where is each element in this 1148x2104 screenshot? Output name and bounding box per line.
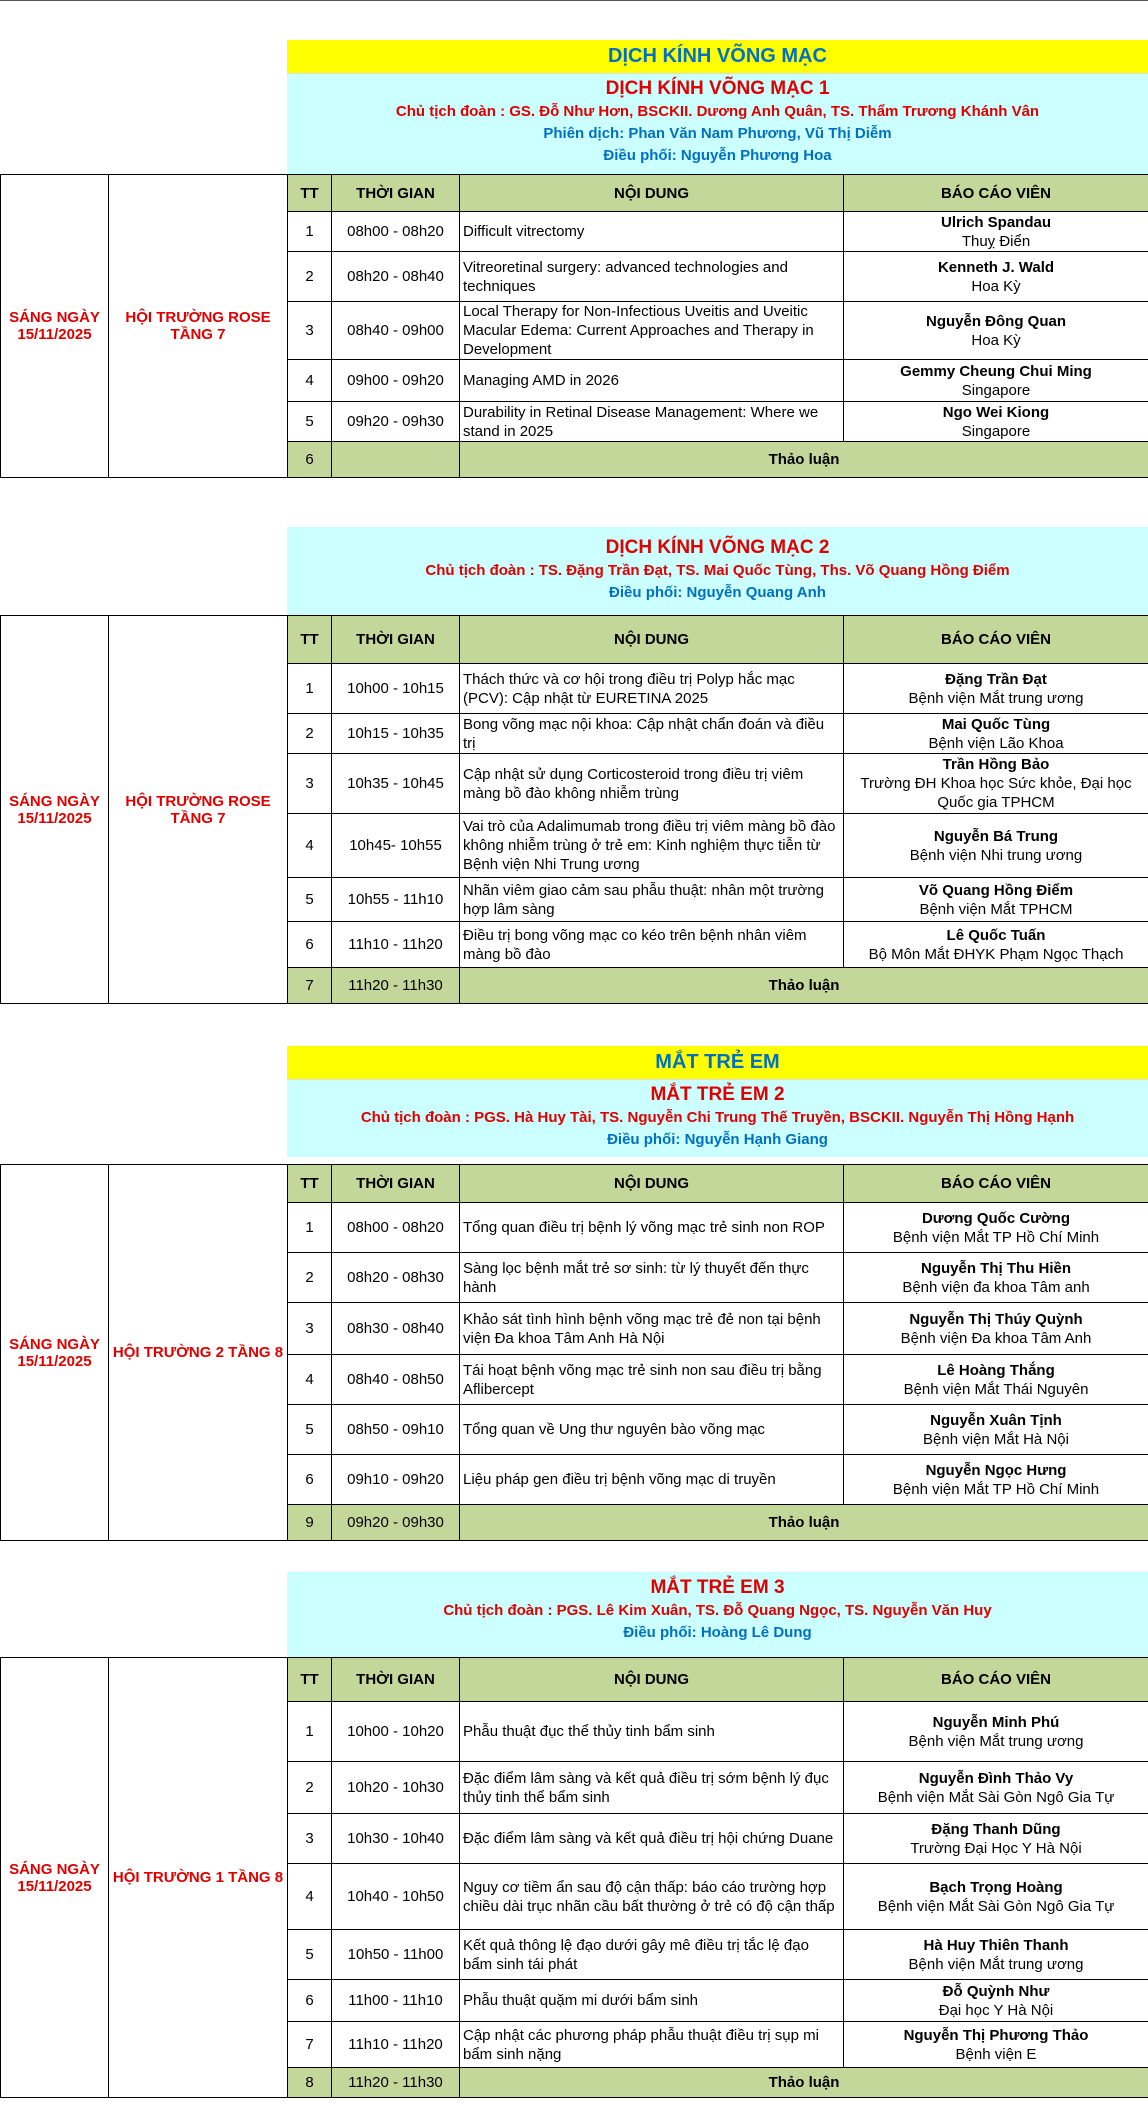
row-number: 8 — [288, 2068, 332, 2098]
speaker-name: Lê Hoàng Thắng — [937, 1361, 1055, 1379]
speaker-affiliation: Trường Đại Học Y Hà Nội — [910, 1839, 1082, 1857]
row-number: 2 — [288, 252, 332, 302]
speaker-name: Nguyễn Bá Trung — [933, 827, 1059, 845]
top-divider — [0, 0, 1148, 1]
row-speaker — [844, 754, 1148, 814]
speaker-name: Lê Quốc Tuấn — [946, 926, 1046, 944]
row-speaker — [844, 1405, 1148, 1455]
speaker-affiliation: Bệnh viện đa khoa Tâm anh — [902, 1278, 1090, 1296]
speaker-affiliation: Bộ Môn Mắt ĐHYK Phạm Ngọc Thạch — [868, 945, 1124, 963]
discussion-label: Thảo luận — [460, 968, 1148, 1004]
row-time: 10h40 - 10h50 — [332, 1864, 460, 1930]
chair-text: Chủ tịch đoàn : TS. Đặng Trần Đạt, TS. Mai Quốc Tùng, Ths. Võ Quang Hồng Điểm — [425, 562, 1010, 579]
row-topic: Local Therapy for Non-Infectious Uveitis and Uveitic Macular Edema: Current Approaches and Therapy in Development — [460, 302, 844, 360]
column-header-speaker: BÁO CÁO VIÊN — [844, 1165, 1148, 1203]
speaker-affiliation: Bệnh viện Đa khoa Tâm Anh — [900, 1329, 1092, 1347]
session-room: HỘI TRƯỜNG 1 TẦNG 8 — [109, 1658, 288, 2098]
column-header-tt: TT — [288, 1658, 332, 1702]
row-topic: Liệu pháp gen điều trị bệnh võng mạc di truyền — [460, 1455, 844, 1505]
column-header-speaker: BÁO CÁO VIÊN — [844, 175, 1148, 212]
row-time — [332, 442, 460, 478]
row-speaker — [844, 2022, 1148, 2068]
speaker-name: Nguyễn Thị Thu Hiền — [921, 1259, 1071, 1277]
speaker-name: Ngo Wei Kiong — [942, 403, 1050, 421]
row-speaker — [844, 302, 1148, 360]
row-time: 08h40 - 08h50 — [332, 1355, 460, 1405]
row-number: 1 — [288, 1702, 332, 1762]
session-title-band — [287, 527, 1148, 621]
row-topic: Managing AMD in 2026 — [460, 360, 844, 402]
row-speaker — [844, 878, 1148, 922]
row-time: 10h20 - 10h30 — [332, 1762, 460, 1814]
coordinator-text: Điều phối: Nguyễn Hạnh Giang — [607, 1131, 828, 1148]
column-header-content: NỘI DUNG — [460, 616, 844, 664]
row-topic: Tái hoạt bệnh võng mạc trẻ sinh non sau điều trị bằng Aflibercept — [460, 1355, 844, 1405]
row-topic: Thách thức và cơ hội trong điều trị Polyp hắc mạc (PCV): Cập nhật từ EURETINA 2025 — [460, 664, 844, 714]
schedule-table — [0, 615, 1148, 1004]
speaker-affiliation: Bệnh viện Mắt Sài Gòn Ngô Gia Tự — [877, 1788, 1115, 1806]
column-header-speaker: BÁO CÁO VIÊN — [844, 616, 1148, 664]
session-date: SÁNG NGÀY 15/11/2025 — [1, 1165, 109, 1541]
session-header — [287, 1046, 1148, 1157]
row-time: 08h20 - 08h30 — [332, 1253, 460, 1303]
row-time: 10h30 - 10h40 — [332, 1814, 460, 1864]
column-header-time: THỜI GIAN — [332, 616, 460, 664]
interpreter-text: Phiên dịch: Phan Văn Nam Phương, Vũ Thị Diễm — [543, 125, 892, 142]
session-title: DỊCH KÍNH VÕNG MẠC 2 — [605, 537, 830, 558]
speaker-name: Mai Quốc Tùng — [941, 715, 1051, 733]
column-header-content: NỘI DUNG — [460, 175, 844, 212]
column-header-time: THỜI GIAN — [332, 175, 460, 212]
row-number: 5 — [288, 402, 332, 442]
speaker-affiliation: Hoa Kỳ — [971, 277, 1021, 295]
speaker-name: Đặng Thanh Dũng — [931, 1820, 1061, 1838]
row-topic: Cập nhật các phương pháp phẫu thuật điều trị sụp mi bẩm sinh nặng — [460, 2022, 844, 2068]
speaker-affiliation: Bệnh viện Lão Khoa — [928, 734, 1064, 752]
table-header-row — [1, 175, 1148, 212]
session-room: HỘI TRƯỜNG ROSE TẦNG 7 — [109, 616, 288, 1004]
speaker-name: Nguyễn Ngọc Hưng — [925, 1461, 1067, 1479]
row-number: 1 — [288, 212, 332, 252]
coordinator-text: Điều phối: Nguyễn Quang Anh — [609, 584, 826, 601]
speaker-affiliation: Bệnh viện Mắt trung ương — [908, 1955, 1084, 1973]
row-speaker — [844, 1455, 1148, 1505]
speaker-affiliation: Trường ĐH Khoa học Sức khỏe, Đại học Quốc gia TPHCM — [860, 775, 1132, 811]
chair-text: Chủ tịch đoàn : PGS. Hà Huy Tài, TS. Nguyễn Chi Trung Thế Truyền, BSCKII. Nguyễn Thị Hồng Hạnh — [360, 1109, 1075, 1126]
discussion-label: Thảo luận — [460, 442, 1148, 478]
row-time: 11h10 - 11h20 — [332, 2022, 460, 2068]
row-topic: Difficult vitrectomy — [460, 212, 844, 252]
speaker-name: Đặng Trần Đạt — [945, 670, 1047, 688]
session-title: DỊCH KÍNH VÕNG MẠC 1 — [605, 78, 830, 99]
row-number: 5 — [288, 878, 332, 922]
row-number: 3 — [288, 754, 332, 814]
speaker-affiliation: Thuỵ Điển — [961, 232, 1031, 250]
row-topic: Điều trị bong võng mạc co kéo trên bệnh nhân viêm màng bồ đào — [460, 922, 844, 968]
speaker-affiliation: Bệnh viện Mắt Sài Gòn Ngô Gia Tự — [877, 1897, 1115, 1915]
speaker-name: Dương Quốc Cường — [921, 1209, 1071, 1227]
row-speaker — [844, 1253, 1148, 1303]
row-speaker — [844, 1355, 1148, 1405]
column-header-content: NỘI DUNG — [460, 1165, 844, 1203]
track-title: DỊCH KÍNH VÕNG MẠC — [287, 40, 1148, 74]
speaker-affiliation: Bệnh viện Mắt TPHCM — [919, 900, 1073, 918]
table-header-row — [1, 1165, 1148, 1203]
session-header — [287, 527, 1148, 621]
row-number: 6 — [288, 1455, 332, 1505]
row-topic: Bong võng mạc nội khoa: Cập nhật chẩn đoán và điều trị — [460, 714, 844, 754]
row-speaker — [844, 402, 1148, 442]
speaker-affiliation: Bệnh viện Nhi trung ương — [909, 846, 1083, 864]
row-speaker — [844, 1980, 1148, 2022]
row-time: 08h20 - 08h40 — [332, 252, 460, 302]
row-number: 2 — [288, 1762, 332, 1814]
row-time: 09h10 - 09h20 — [332, 1455, 460, 1505]
row-topic: Sàng lọc bệnh mắt trẻ sơ sinh: từ lý thuyết đến thực hành — [460, 1253, 844, 1303]
row-topic: Vitreoretinal surgery: advanced technologies and techniques — [460, 252, 844, 302]
speaker-name: Nguyễn Xuân Tịnh — [930, 1411, 1062, 1429]
row-time: 10h15 - 10h35 — [332, 714, 460, 754]
row-number: 4 — [288, 1864, 332, 1930]
row-topic: Phẫu thuật đục thể thủy tinh bẩm sinh — [460, 1702, 844, 1762]
session-title: MẮT TRẺ EM 2 — [650, 1084, 785, 1105]
row-topic: Durability in Retinal Disease Management: Where we stand in 2025 — [460, 402, 844, 442]
column-header-tt: TT — [288, 616, 332, 664]
column-header-tt: TT — [288, 1165, 332, 1203]
row-time: 08h30 - 08h40 — [332, 1303, 460, 1355]
row-speaker — [844, 1762, 1148, 1814]
speaker-affiliation: Bệnh viện Mắt trung ương — [908, 689, 1084, 707]
row-time: 09h20 - 09h30 — [332, 1505, 460, 1541]
row-time: 11h20 - 11h30 — [332, 968, 460, 1004]
row-time: 08h00 - 08h20 — [332, 212, 460, 252]
row-time: 08h50 - 09h10 — [332, 1405, 460, 1455]
row-topic: Đặc điểm lâm sàng và kết quả điều trị hội chứng Duane — [460, 1814, 844, 1864]
speaker-affiliation: Bệnh viện Mắt Thái Nguyên — [903, 1380, 1089, 1398]
table-header-row — [1, 1658, 1148, 1702]
chair-text: Chủ tịch đoàn : PGS. Lê Kim Xuân, TS. Đỗ Quang Ngọc, TS. Nguyễn Văn Huy — [443, 1602, 992, 1619]
row-speaker — [844, 1864, 1148, 1930]
row-topic: Cập nhật sử dụng Corticosteroid trong điều trị viêm màng bồ đào không nhiễm trùng — [460, 754, 844, 814]
schedule-table — [0, 1164, 1148, 1541]
row-speaker — [844, 1303, 1148, 1355]
column-header-content: NỘI DUNG — [460, 1658, 844, 1702]
column-header-time: THỜI GIAN — [332, 1165, 460, 1203]
speaker-name: Nguyễn Thị Phương Thảo — [903, 2026, 1089, 2044]
session-title-band — [287, 1080, 1148, 1157]
discussion-label: Thảo luận — [460, 2068, 1148, 2098]
row-number: 5 — [288, 1405, 332, 1455]
column-header-time: THỜI GIAN — [332, 1658, 460, 1702]
schedule-table — [0, 174, 1148, 478]
row-number: 4 — [288, 1355, 332, 1405]
row-number: 4 — [288, 360, 332, 402]
row-time: 10h00 - 10h20 — [332, 1702, 460, 1762]
session-date: SÁNG NGÀY 15/11/2025 — [1, 616, 109, 1004]
row-topic: Tổng quan về Ung thư nguyên bào võng mạc — [460, 1405, 844, 1455]
row-time: 08h00 - 08h20 — [332, 1203, 460, 1253]
speaker-name: Gemmy Cheung Chui Ming — [900, 362, 1092, 380]
row-time: 10h45- 10h55 — [332, 814, 460, 878]
row-topic: Đặc điểm lâm sàng và kết quả điều trị sớm bệnh lý đục thủy tinh thể bẩm sinh — [460, 1762, 844, 1814]
speaker-affiliation: Đại học Y Hà Nội — [938, 2001, 1054, 2019]
row-speaker — [844, 714, 1148, 754]
row-topic: Tổng quan điều trị bệnh lý võng mạc trẻ sinh non ROP — [460, 1203, 844, 1253]
row-number: 3 — [288, 302, 332, 360]
row-speaker — [844, 1203, 1148, 1253]
row-number: 4 — [288, 814, 332, 878]
speaker-name: Nguyễn Đình Thảo Vy — [918, 1769, 1074, 1787]
chair-text: Chủ tịch đoàn : GS. Đỗ Như Hơn, BSCKII. Dương Anh Quân, TS. Thẩm Trương Khánh Vân — [395, 103, 1040, 120]
row-speaker — [844, 922, 1148, 968]
row-time: 10h50 - 11h00 — [332, 1930, 460, 1980]
speaker-name: Võ Quang Hồng Điểm — [918, 881, 1074, 899]
row-topic: Vai trò của Adalimumab trong điều trị viêm màng bồ đào không nhiễm trùng ở trẻ em: Kinh nghiệm thực tiễn từ Bệnh viện Nhi Trung ương — [460, 814, 844, 878]
schedule-table — [0, 1657, 1148, 2098]
row-number: 3 — [288, 1814, 332, 1864]
session-title-band — [287, 1572, 1148, 1657]
row-topic: Nhãn viêm giao cảm sau phẫu thuật: nhân một trường hợp lâm sàng — [460, 878, 844, 922]
discussion-label: Thảo luận — [460, 1505, 1148, 1541]
row-number: 7 — [288, 2022, 332, 2068]
speaker-affiliation: Hoa Kỳ — [971, 331, 1021, 349]
column-header-speaker: BÁO CÁO VIÊN — [844, 1658, 1148, 1702]
row-number: 6 — [288, 442, 332, 478]
row-time: 08h40 - 09h00 — [332, 302, 460, 360]
session-room: HỘI TRƯỜNG 2 TẦNG 8 — [109, 1165, 288, 1541]
row-speaker — [844, 814, 1148, 878]
row-speaker — [844, 1702, 1148, 1762]
row-speaker — [844, 360, 1148, 402]
session-title: MẮT TRẺ EM 3 — [650, 1577, 785, 1598]
coordinator-text: Điều phối: Nguyễn Phương Hoa — [603, 147, 832, 164]
speaker-name: Trần Hồng Bảo — [942, 756, 1050, 773]
row-time: 09h00 - 09h20 — [332, 360, 460, 402]
row-number: 2 — [288, 714, 332, 754]
column-header-tt: TT — [288, 175, 332, 212]
coordinator-text: Điều phối: Hoàng Lê Dung — [623, 1624, 812, 1641]
row-time: 10h35 - 10h45 — [332, 754, 460, 814]
speaker-name: Ulrich Spandau — [940, 213, 1052, 231]
speaker-affiliation: Singapore — [961, 381, 1031, 399]
speaker-name: Nguyễn Thị Thúy Quỳnh — [909, 1310, 1083, 1328]
row-time: 11h10 - 11h20 — [332, 922, 460, 968]
row-number: 5 — [288, 1930, 332, 1980]
row-number: 1 — [288, 664, 332, 714]
row-number: 1 — [288, 1203, 332, 1253]
speaker-name: Bạch Trọng Hoàng — [929, 1878, 1063, 1896]
session-header — [287, 40, 1148, 178]
session-title-band — [287, 74, 1148, 178]
speaker-name: Nguyễn Đông Quan — [926, 312, 1066, 330]
speaker-affiliation: Bệnh viện Mắt TP Hồ Chí Minh — [892, 1228, 1100, 1246]
speaker-name: Kenneth J. Wald — [937, 258, 1055, 276]
row-speaker — [844, 664, 1148, 714]
row-speaker — [844, 1814, 1148, 1864]
speaker-affiliation: Bệnh viện Mắt TP Hồ Chí Minh — [892, 1480, 1100, 1498]
session-room: HỘI TRƯỜNG ROSE TẦNG 7 — [109, 175, 288, 478]
speaker-affiliation: Bệnh viện Mắt trung ương — [908, 1732, 1084, 1750]
speaker-affiliation: Bệnh viện Mắt Hà Nội — [923, 1430, 1069, 1448]
row-number: 2 — [288, 1253, 332, 1303]
row-speaker — [844, 212, 1148, 252]
row-number: 6 — [288, 922, 332, 968]
table-header-row — [1, 616, 1148, 664]
row-topic: Kết quả thông lệ đạo dưới gây mê điều trị tắc lệ đạo bẩm sinh tái phát — [460, 1930, 844, 1980]
row-number: 6 — [288, 1980, 332, 2022]
row-topic: Khảo sát tình hình bệnh võng mạc trẻ đẻ non tại bệnh viện Đa khoa Tâm Anh Hà Nội — [460, 1303, 844, 1355]
speaker-name: Nguyễn Minh Phú — [932, 1713, 1060, 1731]
row-time: 10h55 - 11h10 — [332, 878, 460, 922]
session-header — [287, 1572, 1148, 1657]
row-topic: Phẫu thuật quặm mi dưới bẩm sinh — [460, 1980, 844, 2022]
row-speaker — [844, 1930, 1148, 1980]
track-title: MẮT TRẺ EM — [287, 1046, 1148, 1080]
row-number: 7 — [288, 968, 332, 1004]
speaker-name: Đỗ Quỳnh Như — [942, 1982, 1050, 2000]
row-time: 11h00 - 11h10 — [332, 1980, 460, 2022]
session-date: SÁNG NGÀY 15/11/2025 — [1, 175, 109, 478]
row-speaker — [844, 252, 1148, 302]
row-time: 09h20 - 09h30 — [332, 402, 460, 442]
row-number: 3 — [288, 1303, 332, 1355]
row-time: 11h20 - 11h30 — [332, 2068, 460, 2098]
row-time: 10h00 - 10h15 — [332, 664, 460, 714]
row-topic: Nguy cơ tiềm ẩn sau độ cận thấp: báo cáo trường hợp chiều dài trục nhãn cầu bất thường ở trẻ có độ cận thấp — [460, 1864, 844, 1930]
speaker-name: Hà Huy Thiên Thanh — [923, 1936, 1069, 1954]
speaker-affiliation: Bệnh viện E — [955, 2045, 1037, 2063]
speaker-affiliation: Singapore — [961, 422, 1031, 440]
session-date: SÁNG NGÀY 15/11/2025 — [1, 1658, 109, 2098]
row-number: 9 — [288, 1505, 332, 1541]
